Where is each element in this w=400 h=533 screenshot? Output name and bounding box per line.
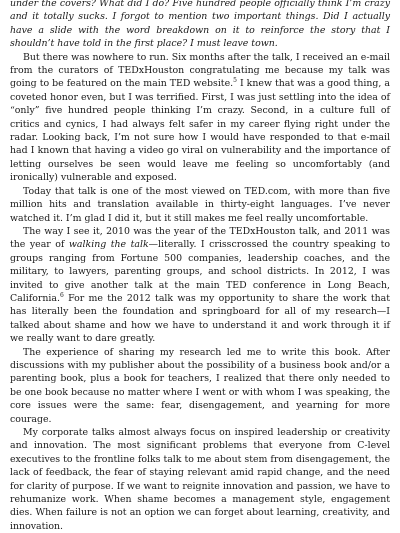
paragraph — [10, 0, 390, 51]
paragraph-text: I knew that was a good thing, a coveted honor even, but I was terrified. First, I was just settling into the idea of “only” five hundred people thinking I’m crazy. Second, in a culture full of critics and cynics, I had always felt safer in my career flying right under the radar. Looking back, I’m not sure how I would have responded to that e-mail had I known that having a video go viral on vulnerability and the importance of letting ourselves be seen would leave me feeling so uncomfortably (and ironically) vulnerable and exposed. — [10, 78, 390, 184]
paragraph-text: —literally. I crisscrossed the country speaking to groups ranging from Fortune 500 companies, leadership coaches, and the military, to lawyers, parenting groups, and school districts. In 2012, I was invited to give another talk at the main TED conference in Long Beach, California. — [10, 239, 391, 304]
footnote-marker: 6 — [59, 291, 64, 299]
paragraph-text: But there was nowhere to run. Six months after the talk, I received an e-mail from the curators of TEDxHouston congratulating me because my talk was going to be featured on the main TED website. — [10, 51, 390, 90]
paragraph — [10, 51, 390, 185]
paragraph — [10, 185, 390, 225]
paragraph-text: The way I see it, 2010 was the year of the TEDxHouston talk, and 2011 was the year of — [10, 225, 390, 251]
emphasis-text: walking the talk — [68, 239, 149, 251]
paragraph-text: The experience of sharing my research led me to write this book. After discussions with my publisher about the possibility of a business book and/or a parenting book, plus a book for teachers, I realized that there only needed to be one book because no matter where I went or with whom I was speaking, the core issues were the same: fear, disengagement, and yearning for more courage. — [10, 346, 390, 425]
paragraph — [10, 225, 390, 346]
paragraph-text: My corporate talks almost always focus on inspired leadership or creativity and innovation. The most significant problems that everyone from C-level executives to the frontline folks talk to me about stem from disengagement, the lack of feedback, the fear of staying relevant amid rapid change, and the need for clarity of purpose. If we want to reignite innovation and passion, we have to rehumanize work. When shame becomes a management style, engagement dies. When failure is not an option we can forget about learning, creativity, and innovation. — [10, 427, 390, 532]
paragraph — [10, 346, 390, 426]
book-page-text — [10, 0, 390, 533]
paragraph-text: under the covers? What did I do? Five hundred people officially think I’m crazy and it totally sucks. I forgot to mention two important things. Did I actually have a slide with the word breakdown on it to reinforce the story that I shouldn’t have told in the first place? I must leave town. — [10, 0, 390, 50]
paragraph — [10, 426, 390, 533]
paragraph-text: For me the 2012 talk was my opportunity to share the work that has literally been the foundation and springboard for all of my research—I talked about shame and how we have to understand it and work through it if we really want to dare greatly. — [10, 292, 390, 345]
footnote-marker: 5 — [233, 77, 237, 85]
paragraph-text: Today that talk is one of the most viewed on TED.com, with more than five million hits and translation available in thirty-eight languages. I’ve never watched it. I’m glad I did it, but it still makes me feel really uncomfortable. — [10, 185, 390, 224]
